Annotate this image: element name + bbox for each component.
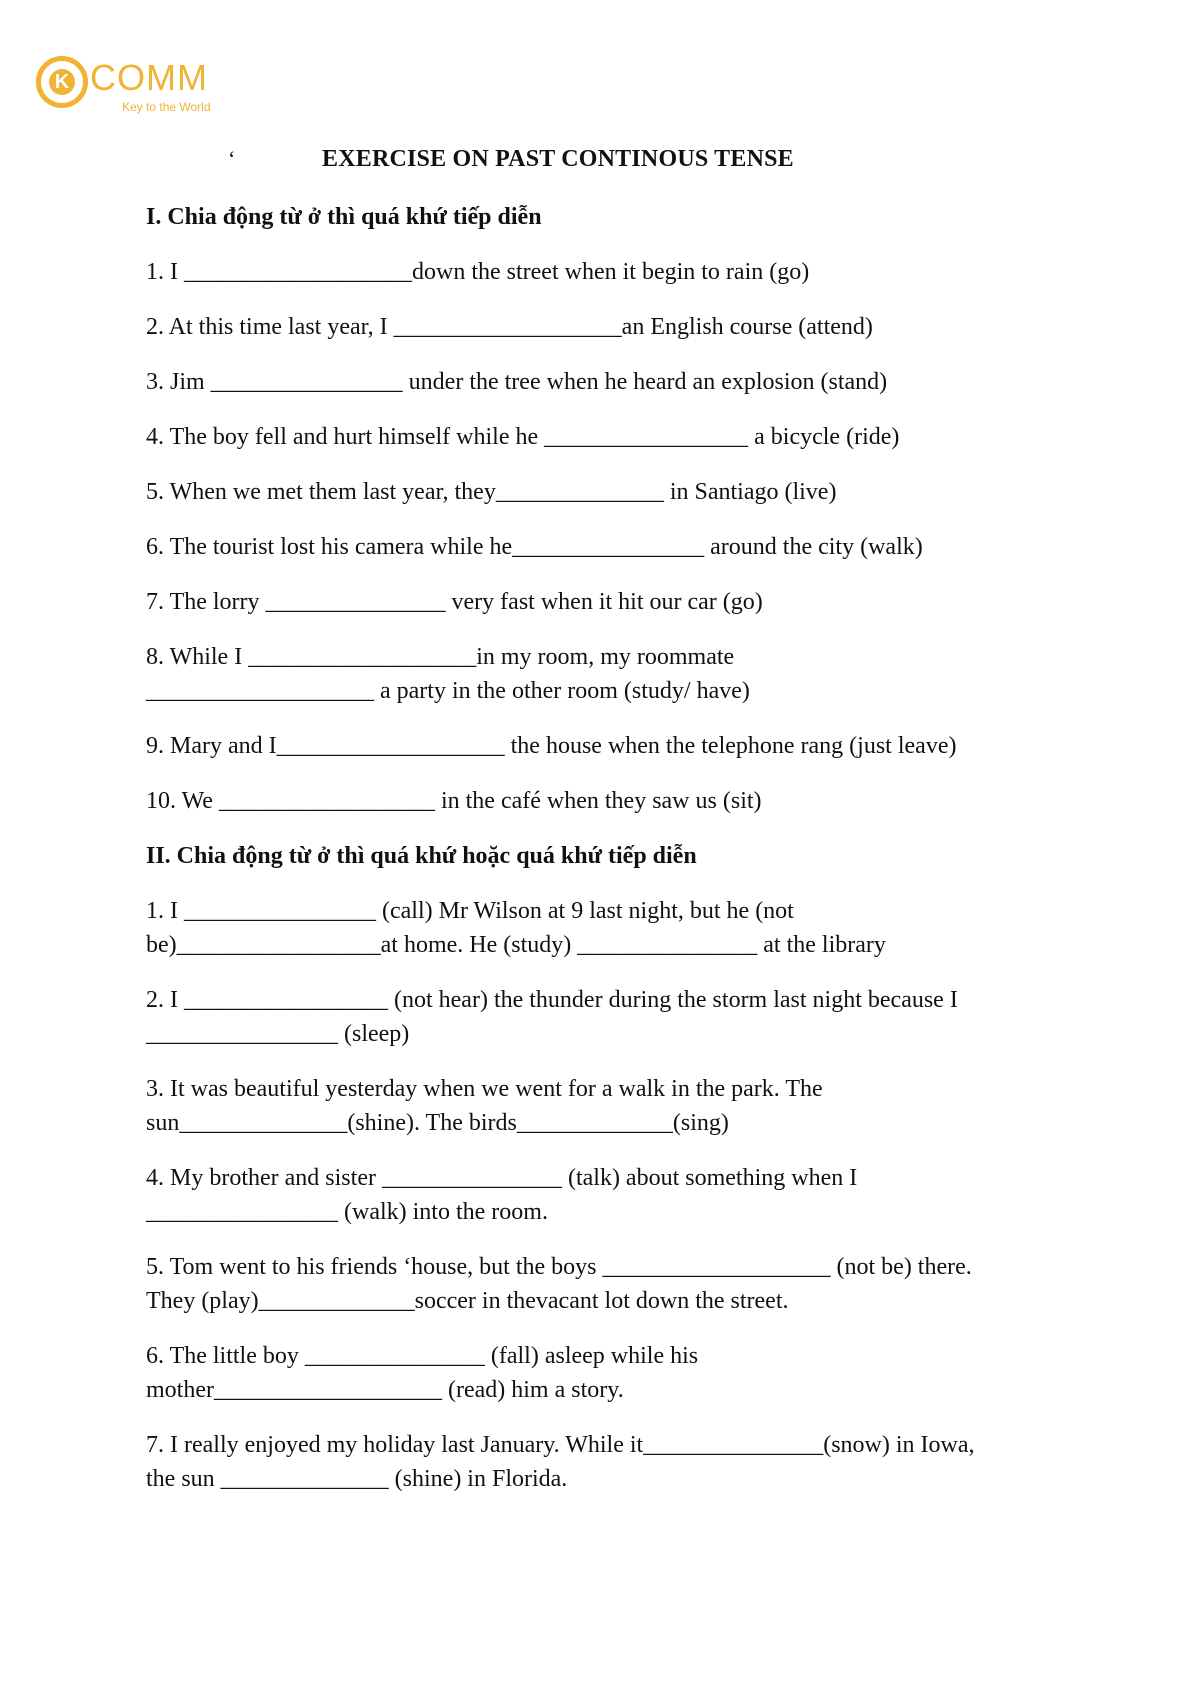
exercise-line: 2. I _________________ (not hear) the thunder during the storm last night because I <box>146 987 958 1013</box>
section-1-exercises <box>146 255 1076 818</box>
logo-brand-text: COMM <box>90 57 208 98</box>
section-2-exercises <box>146 894 1076 1496</box>
exercise-item <box>146 1428 1076 1496</box>
exercise-item <box>146 894 1076 962</box>
exercise-item <box>146 1161 1076 1229</box>
exercise-line: 7. The lorry _______________ very fast when it hit our car (go) <box>146 589 763 615</box>
exercise-line: 6. The tourist lost his camera while he________________ around the city (walk) <box>146 534 923 560</box>
exercise-item <box>146 1250 1076 1318</box>
exercise-line: 5. When we met them last year, they______________ in Santiago (live) <box>146 479 837 505</box>
exercise-item <box>146 640 1076 708</box>
exercise-line: 4. The boy fell and hurt himself while he _________________ a bicycle (ride) <box>146 424 900 450</box>
exercise-item <box>146 983 1076 1051</box>
exercise-item <box>146 585 1076 619</box>
exercise-line: They (play)_____________soccer in thevacant lot down the street. <box>146 1288 789 1314</box>
exercise-line: mother___________________ (read) him a story. <box>146 1377 624 1403</box>
exercise-line: 1. I ________________ (call) Mr Wilson at 9 last night, but he (not <box>146 898 794 924</box>
worksheet-body <box>146 200 1076 1517</box>
exercise-line: ________________ (sleep) <box>146 1021 410 1047</box>
exercise-line: 4. My brother and sister _______________ (talk) about something when I <box>146 1165 858 1191</box>
exercise-item <box>146 365 1076 399</box>
section-heading-1: I. Chia động từ ở thì quá khứ tiếp diễn <box>146 204 542 230</box>
kcomm-logo <box>36 50 236 120</box>
exercise-item <box>146 255 1076 289</box>
section-heading-2: II. Chia động từ ở thì quá khứ hoặc quá khứ tiếp diễn <box>146 843 697 869</box>
exercise-item <box>146 729 1076 763</box>
exercise-line: 8. While I ___________________in my room, my roommate <box>146 644 735 670</box>
exercise-line: 2. At this time last year, I ___________________an English course (attend) <box>146 314 873 340</box>
exercise-item <box>146 1072 1076 1140</box>
exercise-item <box>146 530 1076 564</box>
key-circle-icon <box>36 56 88 108</box>
exercise-line: sun______________(shine). The birds_____________(sing) <box>146 1110 729 1136</box>
exercise-line: ________________ (walk) into the room. <box>146 1199 548 1225</box>
exercise-line: 1. I ___________________down the street when it begin to rain (go) <box>146 259 810 285</box>
exercise-item <box>146 310 1076 344</box>
exercise-line: ___________________ a party in the other room (study/ have) <box>146 678 750 704</box>
exercise-line: 6. The little boy _______________ (fall) asleep while his <box>146 1343 699 1369</box>
logo-letter: K <box>49 69 75 95</box>
exercise-line: the sun ______________ (shine) in Florida. <box>146 1466 568 1492</box>
logo-tagline: Key to the World <box>122 100 211 114</box>
exercise-line: 3. Jim ________________ under the tree when he heard an explosion (stand) <box>146 369 888 395</box>
stray-quote-mark: ‘ <box>228 146 236 171</box>
exercise-line: 3. It was beautiful yesterday when we went for a walk in the park. The <box>146 1076 823 1102</box>
exercise-line: 9. Mary and I___________________ the house when the telephone rang (just leave) <box>146 733 957 759</box>
exercise-line: 5. Tom went to his friends ‘house, but the boys ___________________ (not be) there. <box>146 1254 972 1280</box>
exercise-item <box>146 475 1076 509</box>
exercise-item <box>146 1339 1076 1407</box>
exercise-line: 10. We __________________ in the café when they saw us (sit) <box>146 788 762 814</box>
exercise-line: 7. I really enjoyed my holiday last January. While it_______________(snow) in Iowa, <box>146 1432 975 1458</box>
exercise-line: be)_________________at home. He (study) _______________ at the library <box>146 932 886 958</box>
exercise-item <box>146 784 1076 818</box>
page-title: EXERCISE ON PAST CONTINOUS TENSE <box>322 146 794 172</box>
exercise-item <box>146 420 1076 454</box>
